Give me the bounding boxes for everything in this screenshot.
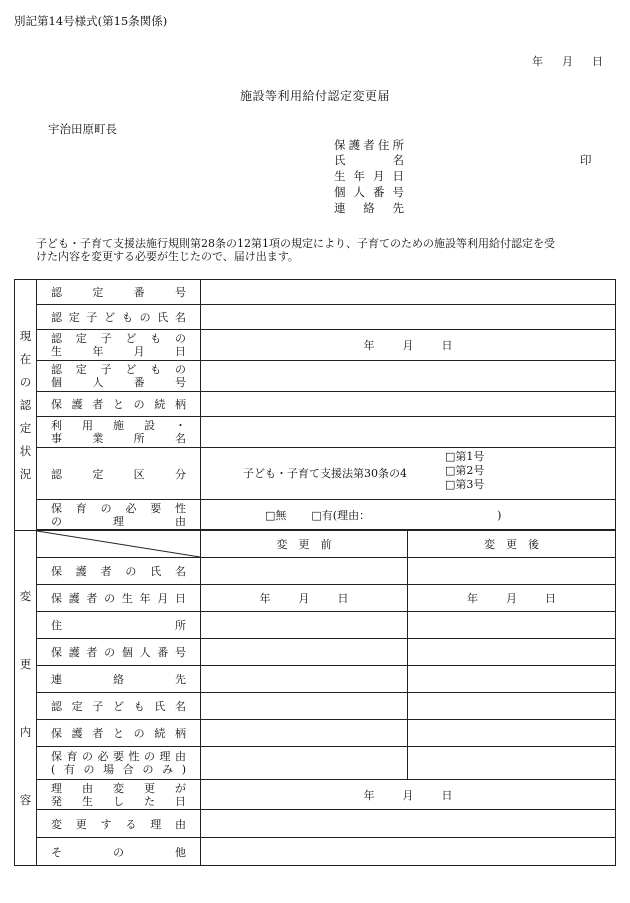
child-name-field[interactable]: [201, 305, 616, 330]
guardian-id-before-field[interactable]: [201, 639, 408, 666]
facility-field[interactable]: [201, 417, 616, 448]
need-reason-field: [201, 500, 616, 530]
occurrence-date-field[interactable]: 年 月 日: [201, 780, 616, 810]
child-name-label: 認定子どもの氏名: [37, 305, 201, 330]
kubun-option-1[interactable]: □第1号: [445, 450, 485, 463]
need-yes-checkbox[interactable]: □有(理由：: [311, 508, 371, 522]
form-table: [14, 279, 616, 866]
need-none-checkbox[interactable]: □無: [265, 508, 287, 522]
other-field[interactable]: [201, 838, 616, 866]
current-status-side-label: 現 在 の 認 定 状 況: [15, 280, 37, 531]
occurrence-date-label: 理由変更が 発生した日: [37, 780, 201, 810]
applicant-dob-label: 生年月日: [334, 169, 404, 183]
guardian-id-after-field[interactable]: [408, 639, 616, 666]
guardian-name-after-field[interactable]: [408, 558, 616, 585]
submission-date: 年 月 日: [532, 55, 607, 68]
change-content-side-label: 変 更 内 容: [15, 531, 37, 866]
cert-number-label: 認定番号: [37, 280, 201, 305]
child-id-label: 認定子どもの 個人番号: [37, 361, 201, 392]
cert-number-field[interactable]: [201, 280, 616, 305]
child-dob-label: 認定子どもの 生年月日: [37, 330, 201, 361]
applicant-name-label: 氏名: [334, 153, 404, 167]
body-text-line-1: 子ども・子育て支援法施行規則第28条の12第1項の規定により、子育てのための施設等利用給付認定を受: [36, 237, 555, 250]
facility-label: 利用施設・ 事業所名: [37, 417, 201, 448]
change-relation-label: 保護者との続柄: [37, 720, 201, 747]
need-reason-after-field[interactable]: [408, 747, 616, 780]
need-close-paren: ): [497, 508, 502, 522]
change-reason-label: 変更する理由: [37, 810, 201, 838]
applicant-address-label: 保護者住所: [334, 138, 404, 152]
guardian-name-label: 保護者の氏名: [37, 558, 201, 585]
recipient: 宇治田原町長: [48, 122, 117, 136]
cert-child-name-after-field[interactable]: [408, 693, 616, 720]
relation-field[interactable]: [201, 392, 616, 417]
need-reason-label: 保育の必要性 の理由: [37, 500, 201, 530]
guardian-dob-label: 保護者の生年月日: [37, 585, 201, 612]
contact-after-field[interactable]: [408, 666, 616, 693]
contact-label: 連絡先: [37, 666, 201, 693]
body-text-line-2: けた内容を変更する必要が生じたので、届け出ます。: [36, 250, 299, 263]
child-id-field[interactable]: [201, 361, 616, 392]
applicant-contact-label: 連絡先: [334, 201, 404, 215]
change-need-reason-label: 保育の必要性の理由 (有の場合のみ): [37, 747, 201, 780]
kubun-field: [201, 448, 616, 500]
change-reason-field[interactable]: [201, 810, 616, 838]
kubun-option-3[interactable]: □第3号: [445, 478, 485, 491]
guardian-id-label: 保護者の個人番号: [37, 639, 201, 666]
form-number-label: 別記第14号様式(第15条関係): [14, 14, 168, 28]
kubun-option-2[interactable]: □第2号: [445, 464, 485, 477]
guardian-name-before-field[interactable]: [201, 558, 408, 585]
before-change-header: 変 更 前: [201, 531, 408, 558]
address-label: 住所: [37, 612, 201, 639]
relation-label: 保護者との続柄: [37, 392, 201, 417]
kubun-act: 子ども・子育て支援法第30条の4: [243, 467, 407, 480]
need-reason-before-field[interactable]: [201, 747, 408, 780]
relation-before-field[interactable]: [201, 720, 408, 747]
contact-before-field[interactable]: [201, 666, 408, 693]
cert-child-name-label: 認定子ども氏名: [37, 693, 201, 720]
relation-after-field[interactable]: [408, 720, 616, 747]
guardian-dob-after-field[interactable]: 年 月 日: [408, 585, 616, 612]
applicant-id-label: 個人番号: [334, 185, 404, 199]
guardian-dob-before-field[interactable]: 年 月 日: [201, 585, 408, 612]
cert-child-name-before-field[interactable]: [201, 693, 408, 720]
after-change-header: 変 更 後: [408, 531, 616, 558]
document-title: 施設等利用給付認定変更届: [239, 89, 390, 103]
child-dob-field[interactable]: 年 月 日: [201, 330, 616, 361]
diagonal-header-cell: [37, 531, 201, 558]
other-label: その他: [37, 838, 201, 866]
kubun-label: 認定区分: [37, 448, 201, 500]
address-after-field[interactable]: [408, 612, 616, 639]
address-before-field[interactable]: [201, 612, 408, 639]
seal-mark: 印: [580, 153, 592, 167]
